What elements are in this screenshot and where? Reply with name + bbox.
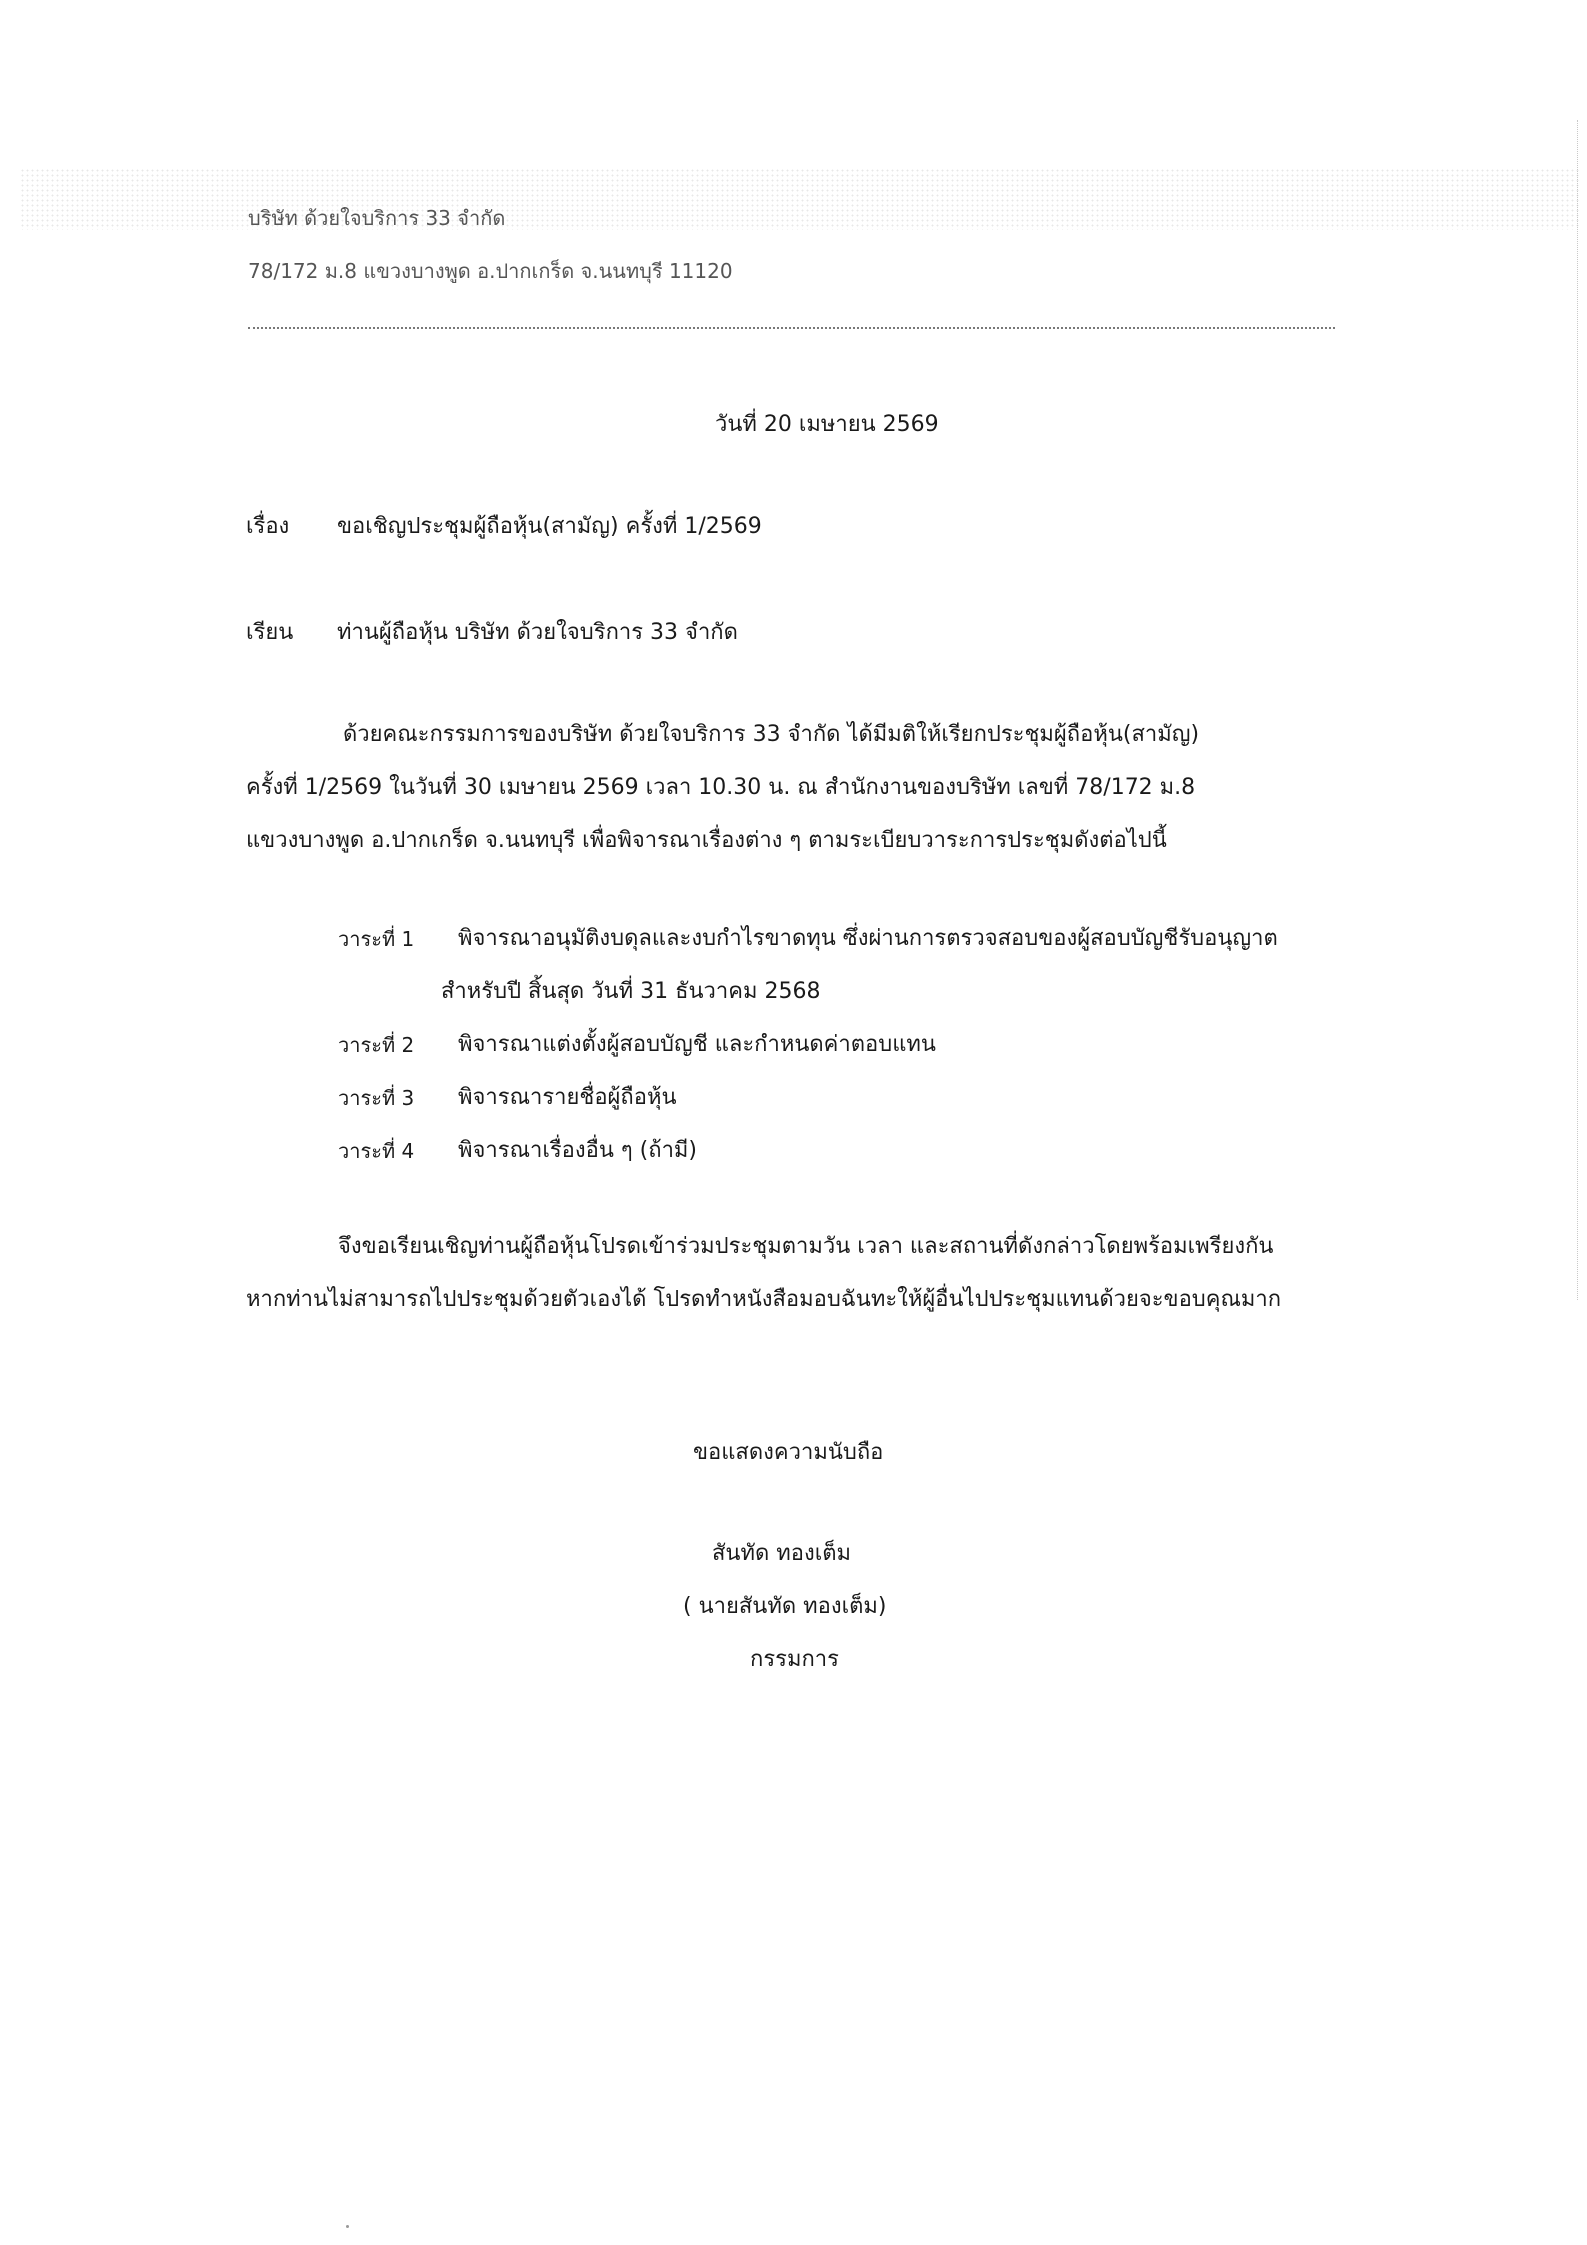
intro-line-3: แขวงบางพูด อ.ปากเกร็ด จ.นนทบุรี เพื่อพิจารณาเรื่องต่าง ๆ ตามระเบียบวาระการประชุมดังต่อไปนี้ xyxy=(246,828,1167,853)
company-name: บริษัท ด้วยใจบริการ 33 จำกัด xyxy=(248,206,506,230)
signer-name: สันทัด ทองเต็ม xyxy=(712,1541,852,1566)
scan-speck xyxy=(346,2225,349,2228)
signer-position: กรรมการ xyxy=(750,1647,839,1672)
letter-date: วันที่ 20 เมษายน 2569 xyxy=(715,412,939,437)
intro-line-1: ด้วยคณะกรรมการของบริษัท ด้วยใจบริการ 33 จำกัด ได้มีมติให้เรียกประชุมผู้ถือหุ้น(สามัญ) xyxy=(343,722,1200,747)
salutation: ขอแสดงความนับถือ xyxy=(693,1440,884,1465)
agenda-item-label: วาระที่ 3 xyxy=(338,1086,415,1110)
agenda-item-label: วาระที่ 4 xyxy=(338,1139,415,1163)
company-address: 78/172 ม.8 แขวงบางพูด อ.ปากเกร็ด จ.นนทบุรี 11120 xyxy=(248,259,733,283)
scan-edge-line xyxy=(1577,120,1578,1300)
intro-line-2: ครั้งที่ 1/2569 ในวันที่ 30 เมษายน 2569 เวลา 10.30 น. ณ สำนักงานของบริษัท เลขที่ 78/172 ม.8 xyxy=(246,775,1196,800)
agenda-item-text-continued: สำหรับปี สิ้นสุด วันที่ 31 ธันวาคม 2568 xyxy=(441,979,821,1004)
letterhead-divider xyxy=(248,327,1335,329)
agenda-item-text: พิจารณาอนุมัติงบดุลและงบกำไรขาดทุน ซึ่งผ่านการตรวจสอบของผู้สอบบัญชีรับอนุญาต xyxy=(458,926,1278,951)
subject-text: ขอเชิญประชุมผู้ถือหุ้น(สามัญ) ครั้งที่ 1/2569 xyxy=(337,514,762,539)
closing-line-2: หากท่านไม่สามารถไปประชุมด้วยตัวเองได้ โปรดทำหนังสือมอบฉันทะให้ผู้อื่นไปประชุมแทนด้วยจะขอบคุณมาก xyxy=(246,1287,1282,1312)
agenda-item-text: พิจารณาเรื่องอื่น ๆ (ถ้ามี) xyxy=(458,1138,698,1163)
closing-line-1: จึงขอเรียนเชิญท่านผู้ถือหุ้นโปรดเข้าร่วมประชุมตามวัน เวลา และสถานที่ดังกล่าวโดยพร้อมเพรียงกัน xyxy=(338,1234,1274,1259)
agenda-item-text: พิจารณารายชื่อผู้ถือหุ้น xyxy=(458,1085,677,1110)
signer-printed-name: ( นายสันทัด ทองเต็ม) xyxy=(683,1594,887,1619)
subject-label: เรื่อง xyxy=(246,514,290,539)
agenda-item-label: วาระที่ 2 xyxy=(338,1033,415,1057)
recipient-text: ท่านผู้ถือหุ้น บริษัท ด้วยใจบริการ 33 จำกัด xyxy=(337,620,738,645)
recipient-label: เรียน xyxy=(246,620,294,645)
agenda-item-text: พิจารณาแต่งตั้งผู้สอบบัญชี และกำหนดค่าตอบแทน xyxy=(458,1032,936,1057)
agenda-item-label: วาระที่ 1 xyxy=(338,927,415,951)
